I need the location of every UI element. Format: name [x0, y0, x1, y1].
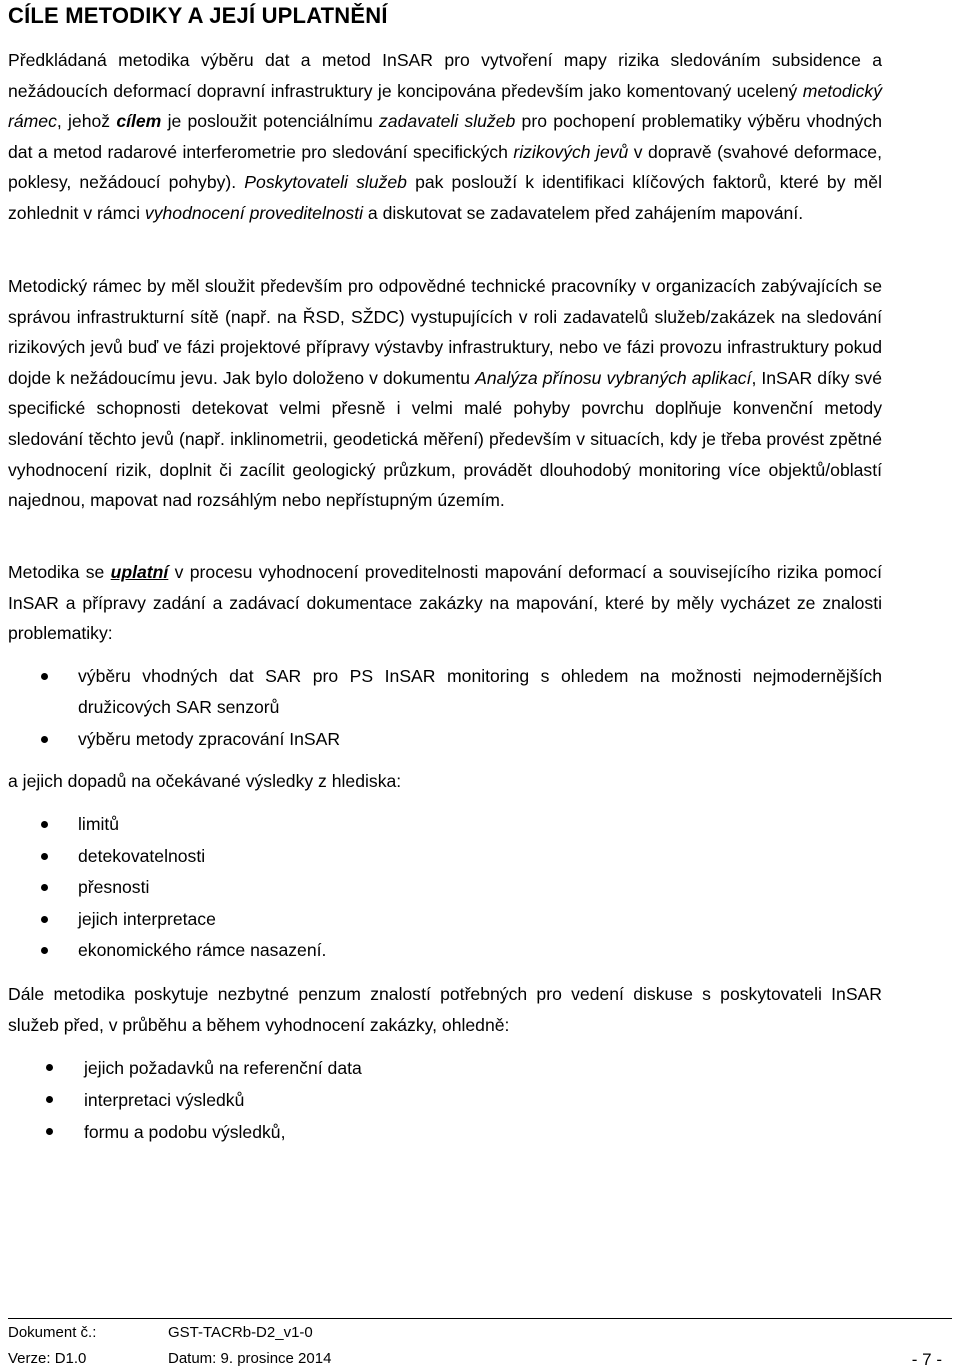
bullet-icon [41, 884, 48, 891]
bullet-icon [41, 736, 48, 743]
bullet-icon [46, 1096, 53, 1103]
bullet-icon [46, 1064, 53, 1071]
bullet-icon [41, 673, 48, 680]
footer-doc-value: GST-TACRb-D2_v1-0 [168, 1324, 313, 1341]
bullet-list-discussion [8, 1052, 882, 1148]
bullet-icon [41, 916, 48, 923]
bullet-icon [41, 821, 48, 828]
paragraph-3: Metodika se uplatní v procesu vyhodnocení proveditelnosti mapování deformací a souvisejícího rizika pomocí InSAR a přípravy zadání a zadávací dokumentace zakázky na mapování, které by měly vycházet ze znalosti problematiky: [8, 562, 882, 644]
bullet-list-data-methods [8, 661, 882, 755]
paragraph-2: Metodický rámec by měl sloužit především pro odpovědné technické pracovníky v organizacích zabývajících se správou infrastrukturní sítě (např. na ŘSD, SŽDC) vystupujících v roli zadavatelů služeb/zakázek na sledování rizikových jevů buď ve fázi projektové přípravy výstavby infrastruktury, nebo ve fázi provozu infrastruktury pokud dojde k nežádoucímu jevu. Jak bylo doloženo v dokumentu Analýza přínosu vybraných aplikací, InSAR díky své specifické schopnosti detekovat velmi přesně i velmi malé pohyby povrchu doplňuje konvenční metody sledování těchto jevů (např. inklinometrii, geodetická měření) především v situacích, kdy je třeba provést zpětné vyhodnocení rizik, doplnit či zacílit geologický průzkum, provádět dlouhodobý monitoring více objektů/oblastí najednou, mapovat nad rozsáhlým nebo nepřístupným územím. [8, 276, 883, 511]
list-item: výběru metody zpracování InSAR [8, 724, 882, 755]
paragraph-5: Dále metodika poskytuje nezbytné penzum znalostí potřebných pro vedení diskuse s poskytovateli InSAR služeb před, v průběhu a během vyhodnocení zakázky, ohledně: [8, 984, 882, 1035]
footer-doc-label: Dokument č.: [8, 1324, 97, 1341]
page-number: - 7 - [911, 1350, 942, 1369]
list-item: ekonomického rámce nasazení. [8, 935, 882, 967]
list-item: detekovatelnosti [8, 841, 882, 873]
bullet-list-criteria [8, 809, 882, 967]
list-item: limitů [8, 809, 882, 841]
paragraph-1: Předkládaná metodika výběru dat a metod InSAR pro vytvoření mapy rizika sledováním subsidence a nežádoucích deformací dopravní infrastruktury je koncipována především jako komentovaný ucelený metodický rámec, jehož cílem je posloužit potenciálnímu zadavateli služeb pro pochopení problematiky výběru vhodných dat a metod radarové interferometrie pro sledování specifických rizikových jevů v dopravě (svahové deformace, poklesy, nežádoucí pohyby). Poskytovateli služeb pak poslouží k identifikaci klíčových faktorů, které by měl zohlednit v rámci vyhodnocení proveditelnosti a diskutovat se zadavatelem před zahájením mapování. [8, 50, 882, 223]
list-item: jejich požadavků na referenční data [8, 1052, 882, 1084]
paragraph-4: a jejich dopadů na očekávané výsledky z hlediska: [8, 771, 402, 791]
list-item: formu a podobu výsledků, [8, 1116, 882, 1148]
bullet-icon [41, 947, 48, 954]
list-item: jejich interpretace [8, 904, 882, 936]
list-item: přesnosti [8, 872, 882, 904]
footer-version: Verze: D1.0 [8, 1350, 87, 1367]
list-item: výběru vhodných dat SAR pro PS InSAR monitoring s ohledem na možnosti nejmodernějších družicových SAR senzorů [8, 661, 882, 722]
bullet-icon [46, 1128, 53, 1135]
bullet-icon [41, 853, 48, 860]
page-title: CÍLE METODIKY A JEJÍ UPLATNĚNÍ [8, 3, 388, 28]
footer-date: Datum: 9. prosince 2014 [168, 1350, 332, 1367]
footer-divider [8, 1318, 952, 1319]
list-item: interpretaci výsledků [8, 1084, 882, 1116]
